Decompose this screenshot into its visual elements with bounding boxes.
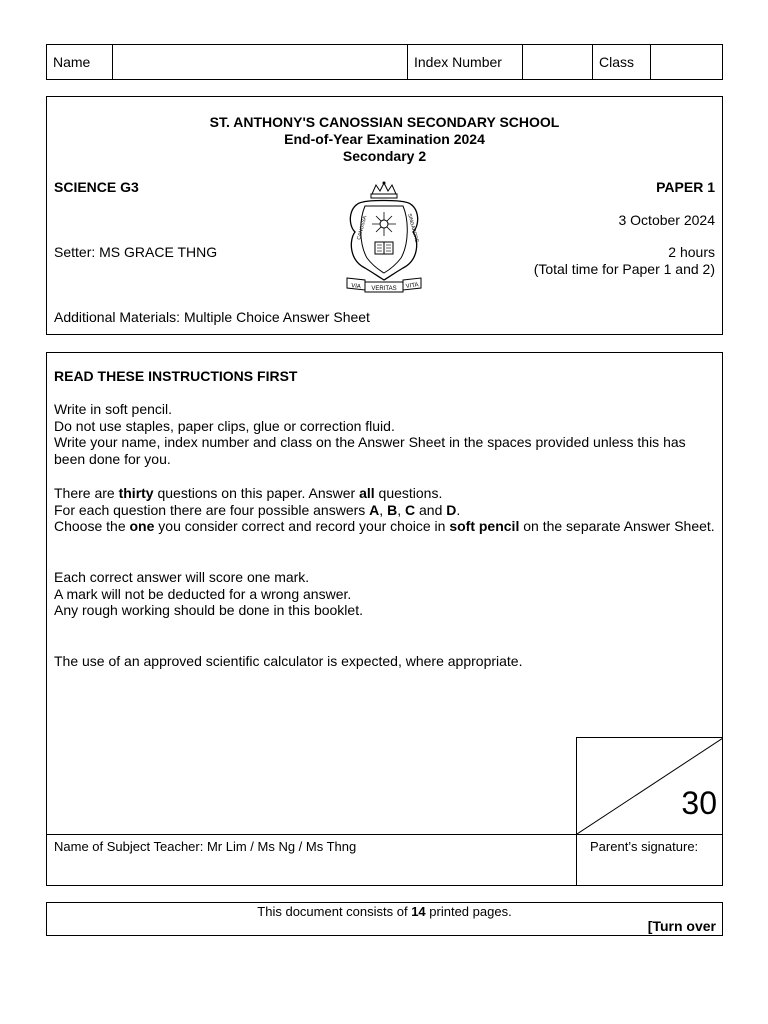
instruction-line: A mark will not be deducted for a wrong answer. bbox=[54, 585, 352, 602]
exam-date: 3 October 2024 bbox=[618, 212, 715, 228]
paper-number: PAPER 1 bbox=[656, 179, 715, 195]
subject-teacher-label: Name of Subject Teacher: Mr Lim / Ms Ng / Ms Thng bbox=[54, 839, 357, 854]
crest-ring-right: SINGAPORE bbox=[406, 212, 420, 244]
turn-over: [Turn over bbox=[647, 918, 716, 934]
instruction-line: For each question there are four possible answers A, B, C and D. bbox=[54, 501, 461, 518]
page-count: This document consists of 14 printed pages. bbox=[257, 904, 512, 919]
school-crest-icon bbox=[331, 180, 437, 300]
level: Secondary 2 bbox=[342, 148, 427, 164]
additional-materials: Additional Materials: Multiple Choice Answer Sheet bbox=[54, 309, 370, 325]
crest-motto-vita: VITA bbox=[405, 282, 420, 290]
calculator-note: The use of an approved scientific calculator is expected, where appropriate. bbox=[54, 653, 523, 669]
instruction-line: There are thirty questions on this paper. Answer all questions. bbox=[54, 485, 443, 501]
instruction-line: Write in soft pencil. bbox=[54, 401, 173, 417]
crest-ring-left: CANOSSA bbox=[356, 215, 369, 241]
instruction-line: Any rough working should be done in this booklet. bbox=[54, 602, 363, 618]
name-field[interactable] bbox=[113, 45, 408, 79]
crest-motto-veritas: VERITAS bbox=[371, 286, 397, 292]
setter: Setter: MS GRACE THNG bbox=[54, 244, 218, 260]
student-info-table bbox=[46, 44, 723, 80]
total-marks-box bbox=[576, 737, 723, 834]
index-number-label: Index Number bbox=[408, 45, 523, 79]
exam-header bbox=[46, 96, 723, 335]
instructions-panel bbox=[46, 352, 723, 886]
instructions-heading: READ THESE INSTRUCTIONS FIRST bbox=[54, 368, 298, 384]
instruction-line: Write your name, index number and class on the Answer Sheet in the spaces provided unless this has been done for you. bbox=[54, 434, 686, 467]
total-marks: 30 bbox=[681, 785, 717, 821]
instructions-marking bbox=[54, 569, 715, 619]
page-footer bbox=[46, 902, 723, 936]
instructions-general bbox=[54, 401, 715, 467]
signature-column-divider bbox=[576, 834, 577, 886]
instruction-line: Do not use staples, paper clips, glue or correction fluid. bbox=[54, 417, 395, 434]
instructions-questions bbox=[54, 485, 715, 535]
instruction-line: Each correct answer will score one mark. bbox=[54, 569, 310, 585]
school-name: ST. ANTHONY'S CANOSSIAN SECONDARY SCHOOL bbox=[209, 114, 560, 130]
duration-note: (Total time for Paper 1 and 2) bbox=[533, 261, 715, 277]
index-number-field[interactable] bbox=[523, 45, 593, 79]
duration: 2 hours bbox=[668, 244, 715, 260]
signature-divider bbox=[47, 834, 722, 835]
class-field[interactable] bbox=[651, 45, 722, 79]
class-label: Class bbox=[593, 45, 651, 79]
exam-title: End-of-Year Examination 2024 bbox=[284, 131, 485, 147]
name-label: Name bbox=[47, 45, 113, 79]
instruction-line: Choose the one you consider correct and record your choice in soft pencil on the separate Answer Sheet. bbox=[54, 518, 715, 534]
subject: SCIENCE G3 bbox=[54, 179, 139, 195]
crest-motto-via: VIA bbox=[350, 283, 362, 291]
parent-signature-label: Parent’s signature: bbox=[590, 839, 699, 854]
